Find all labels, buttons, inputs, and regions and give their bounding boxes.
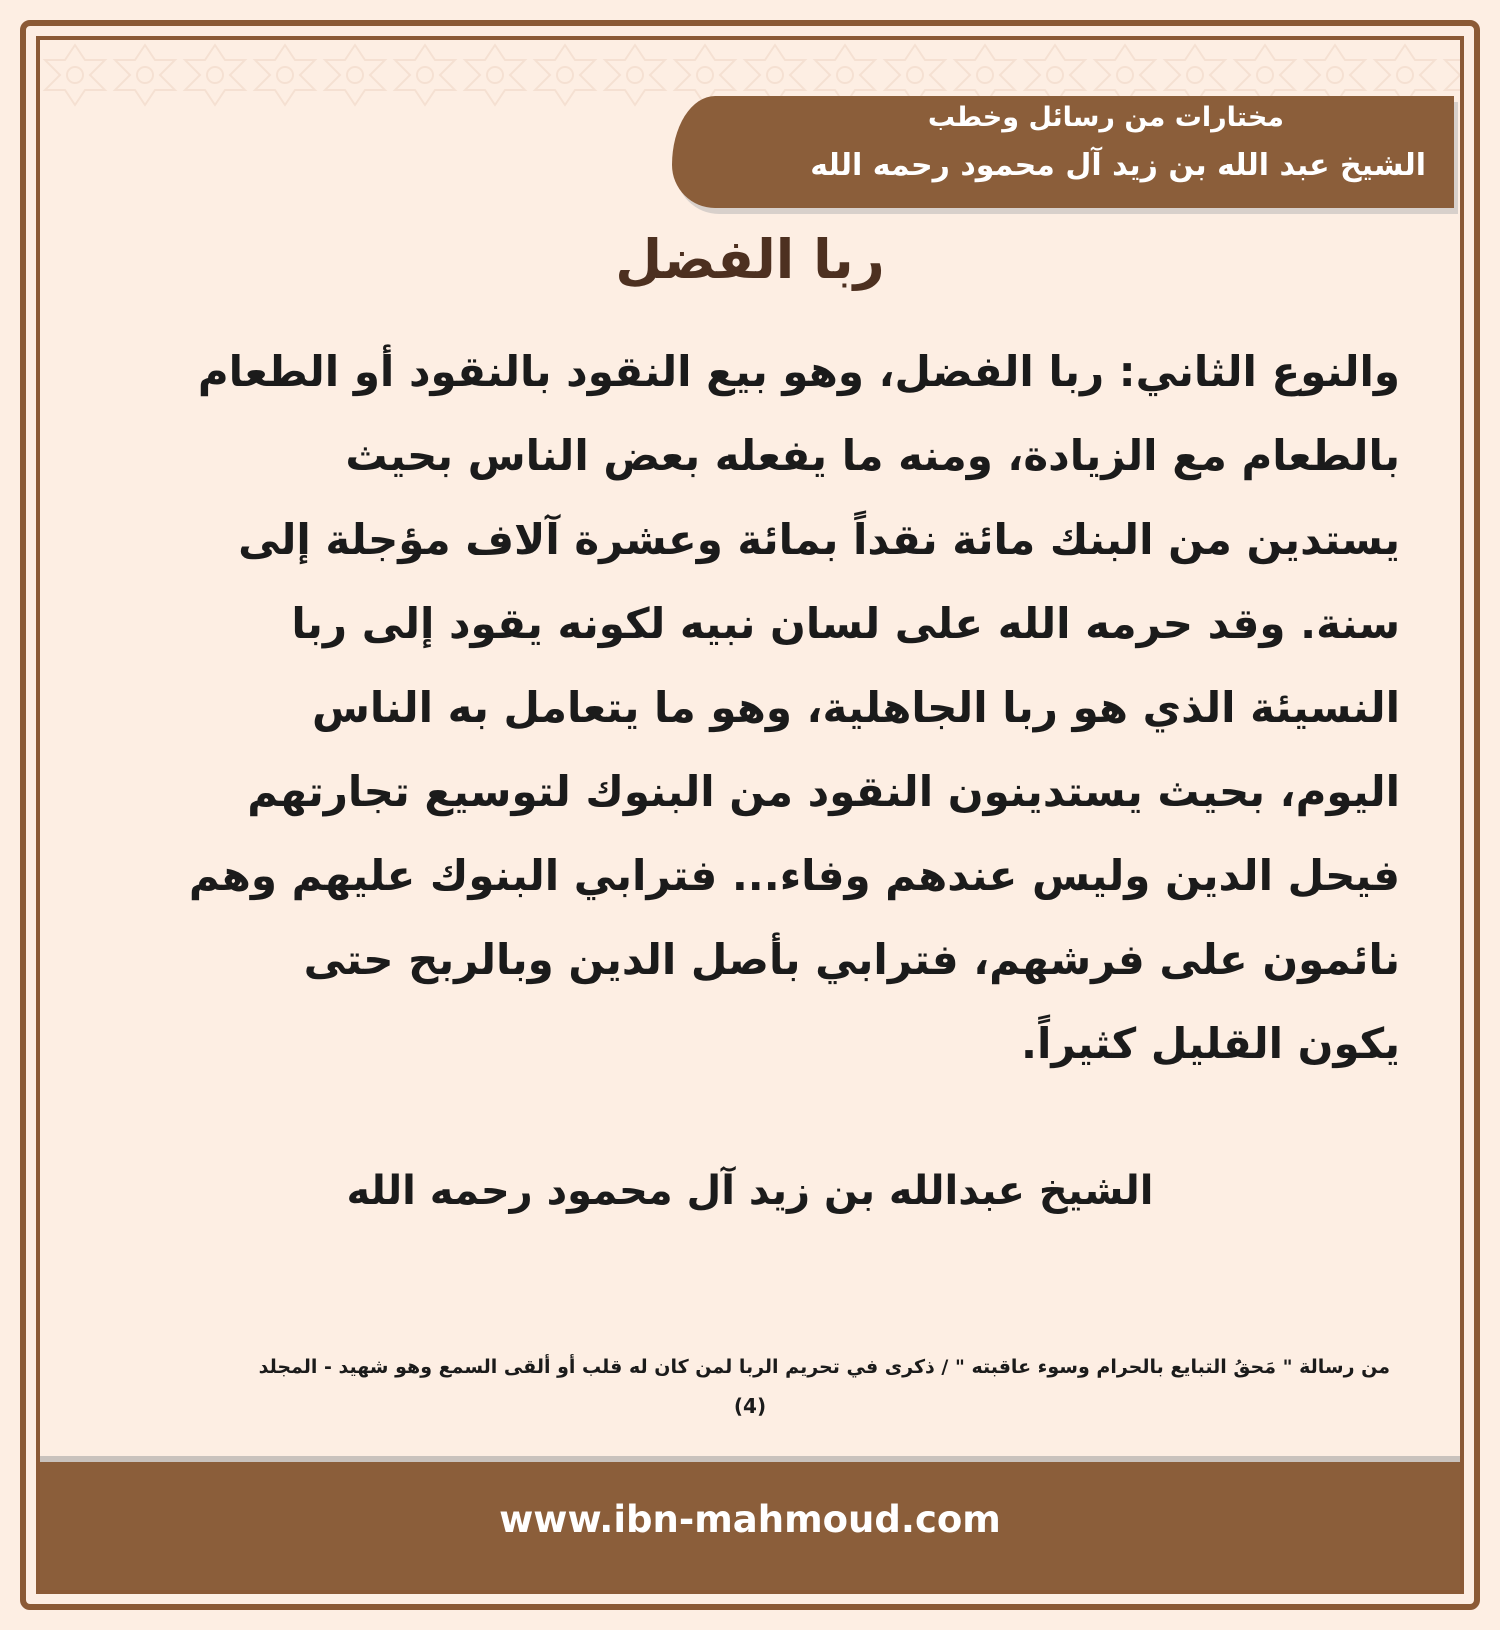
body-line: فيحل الدين وليس عندهم وفاء... فترابي البنوك عليهم وهم xyxy=(188,851,1400,900)
body-line: نائمون على فرشهم، فترابي بأصل الدين وبالربح حتى xyxy=(303,935,1400,984)
header-series-title: مختارات من رسائل وخطب xyxy=(927,102,1284,133)
source-volume-number: (4) xyxy=(733,1394,767,1418)
body-line: والنوع الثاني: ربا الفضل، وهو بيع النقود بالنقود أو الطعام xyxy=(197,347,1400,396)
header-author-name: الشيخ عبد الله بن زيد آل محمود رحمه الله xyxy=(810,148,1426,183)
header-banner xyxy=(672,96,1454,208)
body-line: سنة. وقد حرمه الله على لسان نبيه لكونه يقود إلى ربا xyxy=(291,599,1400,648)
body-line: بالطعام مع الزيادة، ومنه ما يفعله بعض الناس بحيث xyxy=(345,431,1400,480)
body-line: النسيئة الذي هو ربا الجاهلية، وهو ما يتعامل به الناس xyxy=(311,683,1400,732)
article-body xyxy=(120,330,1400,1086)
website-link[interactable]: www.ibn-mahmoud.com xyxy=(499,1498,1001,1541)
author-signature: الشيخ عبدالله بن زيد آل محمود رحمه الله xyxy=(346,1168,1154,1214)
footer-bar xyxy=(40,1456,1460,1590)
body-line: اليوم، بحيث يستدينون النقود من البنوك لتوسيع تجارتهم xyxy=(247,767,1400,816)
body-line: يكون القليل كثيراً. xyxy=(1021,1019,1400,1068)
source-citation: من رسالة " مَحقُ التبايع بالحرام وسوء عاقبته " / ذكرى في تحريم الربا لمن كان له قلب أو ألقى السمع وهو شهيد - المجلد xyxy=(258,1356,1390,1378)
body-line: يستدين من البنك مائة نقداً بمائة وعشرة آلاف مؤجلة إلى xyxy=(238,515,1400,564)
article-title: ربا الفضل xyxy=(615,228,885,291)
